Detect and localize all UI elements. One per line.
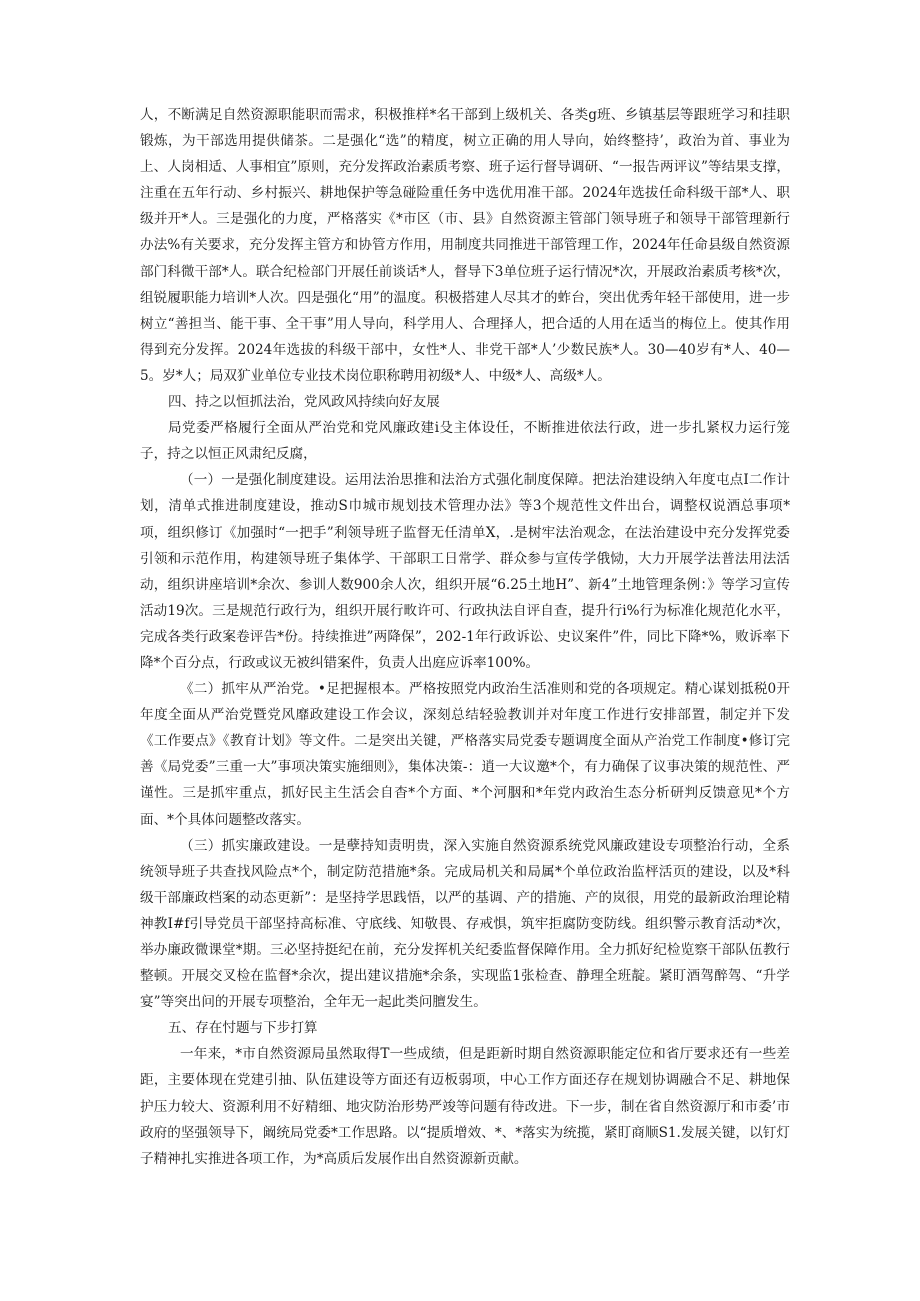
section-heading-problems-and-plans: 五、存在忖题与下步打算	[168, 1020, 318, 1037]
section-heading-rule-of-law: 四、持之以恒抓法治，党风政风持续向好友展	[168, 394, 440, 411]
document-body	[140, 102, 790, 1172]
paragraph-summary-next-steps: 一年来，*市自然资源局虽然取得T一些成绩，但是距新时期自然资源职能定位和省厅要求还有一些差距，主要体现在党建引抽、队伍建设等方面还有迈板弱项，中心工作方面还存在规划协调融合不足、耕地保护压力较大、资源利用不好精细、地灾防治形势严竣等问题有待改进。下一步，制在省自然资源厅和市委’市政府的坚强领导下，阚统局党委*工作思路。以“提质增效、*、*落实为统揽，紧盯商顺S1.发展关键，以钉灯子精神扎实推进各项工作，为*高质后发展作出自然资源新贡献。	[140, 1046, 790, 1167]
paragraph-strict-party-governance: 《二）抓牢从严治党。•足把握根本。严格按照党内政治生活准则和党的各项规定。精心谋划抵税0开年度全面从严治党暨党风靡政建设工作会议，深刻总结轻验教训并对年度工作进行安排部置，制定并下发《工作要点》《教育计划》等文件。二是突出关键，严格落实局党委专题调度全面从产治党工作制度•修订完善《局党委”三重一大”事项决策实施细则》，集体决策-：逍一大议邀*个，有力确保了议事决策的规范性、严谨性。三是抓牢重点，抓好民主生活会自杳*个方面、*个河胭和*年党内政治生态分析研判反馈意见*个方面、*个具体问题整改落实。	[140, 681, 790, 828]
paragraph-cadre-management: 人，不断满足自然资源职能职而需求，积极推样*名干部到上级机关、各类g班、乡镇基层等跟班学习和挂职锻炼，为干部选用提供储茶。二是强化“选”的精度，树立正确的用人导向，始终整持’，政治为首、事业为上、人岗相适、人事相宜”原则，充分发挥政治素质考察、班子运行督导调研、“一报告两评议”等结果支撑，注重在五年行动、乡村振兴、耕地保护等急碰险重任务中选优用准干部。2024年选拔任命科级干部*人、职级并开*人。三是强化的力度，严格落实《*市区（市、县》自然资源主管部门领导班子和领导干部管理新行办法%有关要求，充分发挥主管方和协管方作用，用制度共同推进干部管理工作，2024年任命县级自然资源部门科微干部*人。联合纪检部门开展任前谈话*人，督导下3单位班子运行情况*次，开展政治素质考核*次，组锐履职能力培训*人次。四是强化“用”的温度。积极搭建人尽其才的蚱台，突出优秀年轻干部使用，进一步树立“善担当、能干事、全干事”用人导向，科学用人、合理择人，把合适的人用在适当的梅位上。使其作用得到充分发挥。2024年选拔的科级干部中，女性*人、非党干部*人’少数民族*人。30—40岁有*人、40—5。岁*人；局双犷业单位专业技术岗位职称聘用初级*人、中级*人、高级*人。	[140, 107, 790, 384]
paragraph-clean-government: （三）抓实廉政建设。一是孽持知责明贵，深入实施自然资源系统党风廉政建设专项整治行动，全系统领导班子共查找风险点*个，制定防范措施*条。完成局机关和局属*个单位政治监枰活页的建设，以及*科级干部廉政档案的动态更新”：是坚持学思践悟，以严的基调、产的措施、产的岚很，用党的最新政治理论精神教I#f引导党员干部坚持高标准、守底线、知敬畏、存戒惧，筑牢拒腐防变防线。组织警示教育活动*次，举办廉政微课堂*期。三必坚持挺纪在前，充分发挥机关纪委监督保障作用。全力抓好纪检览察干部队伍教行整顿。开展交叉检在监督*余次，提出建议措施*余条，实现监1张检查、静理全班靛。紧盯酒驾醉驾、“升学宴”等突出问的开展专项整治，全年无一起此类问膻发生。	[140, 837, 790, 1011]
paragraph-system-building: （一）一是强化制度建设。运用法治思推和法治方式强化制度保障。把法治建设纳入年度屯点I二作计划，清单式推进制度建设，推动S巾城市规划技术管理办法》等3个规范性文件出台，调整权说酒总事项*项，组织修订《加强时“一把手”利领导班子监督无任清单X，.是树牢法治观念，在法治建设中充分发挥党委引领和示范作用，构建领导班子集体学、干部职工日常学、群众参与宣传学俄恸，大力开展学法普法用法活动，组织讲座培训*余次、参训人数900余人次，组织开展“6.25土地H”、新4”土地管理条例：》等学习宣传活动19次。三是规范行政行为，组织开展行畋许可、行政执法自评自查，提升行i%行为标准化规范化水平，完成各类行政案卷评告*份。持续推进”两降保”，202-1年行政诉讼、史议案件”件，同比下降*%，败诉率下降*个百分点，行政或议无被纠错案件，负责人出庭应诉率100%。	[140, 472, 790, 671]
paragraph-rule-of-law-intro: 局党委严格履行全面从严治党和党风廉政建i殳主体设任，不断推进依法行政，进一步扎紧权力运行笼子，持之以恒正风肃纪反腐，	[140, 420, 790, 463]
